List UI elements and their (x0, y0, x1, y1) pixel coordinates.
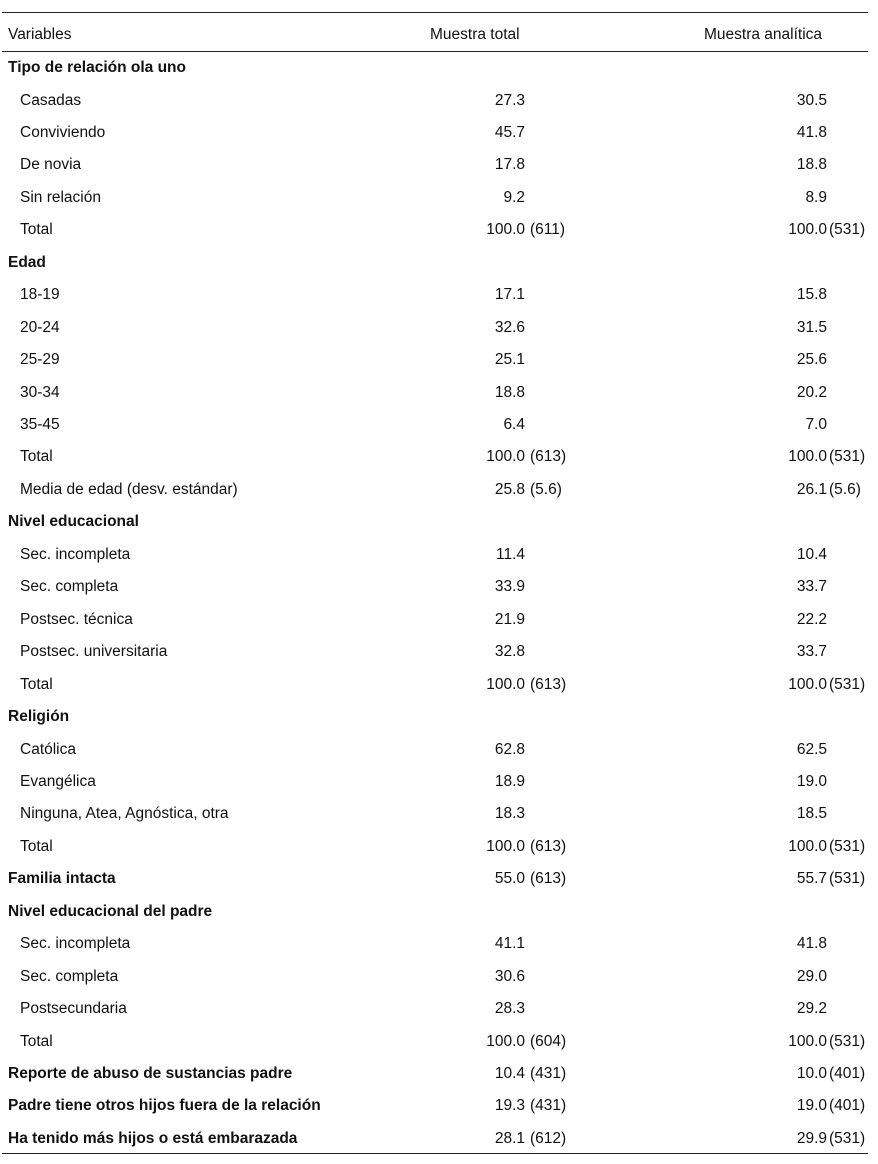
header-variables: Variables (8, 26, 72, 43)
row-label: Media de edad (desv. estándar) (20, 480, 238, 498)
row-label: De novia (20, 156, 82, 174)
row-label: 18-19 (20, 286, 60, 304)
muestra-total-value: 18.8 (494, 383, 525, 401)
muestra-total-value: 32.8 (494, 643, 525, 661)
muestra-total-value: 21.9 (494, 610, 525, 628)
muestra-total-value: 41.1 (494, 935, 525, 953)
table-row (0, 961, 878, 993)
muestra-total-n: (612) (530, 1129, 567, 1147)
section-row (0, 1090, 878, 1122)
row-label: Ha tenido más hijos o está embarazada (8, 1129, 298, 1147)
table-row (0, 928, 878, 960)
muestra-analitica-n: (531) (829, 1129, 866, 1147)
muestra-total-value: 100.0 (486, 448, 525, 466)
table-row (0, 734, 878, 766)
table-row (0, 636, 878, 668)
row-label: Sec. incompleta (20, 545, 131, 563)
row-label: Sec. completa (20, 967, 119, 985)
row-label: Religión (8, 708, 70, 725)
table-row (0, 441, 878, 473)
muestra-total-value: 11.4 (495, 545, 525, 563)
row-label: 30-34 (20, 383, 60, 401)
muestra-analitica-value: 18.8 (796, 156, 827, 174)
muestra-analitica-value: 19.0 (796, 772, 827, 790)
muestra-total-n: (431) (530, 1065, 567, 1082)
muestra-analitica-value: 8.9 (805, 188, 827, 206)
row-label: Total (20, 837, 53, 855)
muestra-analitica-n: (531) (829, 1032, 866, 1050)
muestra-total-value: 30.6 (494, 967, 525, 985)
muestra-analitica-n: (531) (829, 675, 866, 693)
table-row (0, 993, 878, 1025)
section-row (0, 896, 878, 928)
table-row (0, 798, 878, 830)
section-row (0, 1058, 878, 1090)
muestra-analitica-value: 10.0 (796, 1065, 827, 1082)
muestra-analitica-n: (5.6) (829, 480, 861, 498)
muestra-analitica-value: 100.0 (788, 1032, 827, 1050)
muestra-total-value: 45.7 (494, 123, 525, 141)
muestra-total-value: 27.3 (494, 91, 525, 109)
row-label: Nivel educacional (8, 513, 139, 531)
muestra-total-value: 18.3 (494, 805, 525, 823)
row-label: Edad (8, 253, 46, 271)
row-label: Conviviendo (20, 123, 106, 141)
muestra-total-value: 100.0 (486, 1032, 525, 1050)
muestra-total-n: (611) (530, 221, 566, 239)
muestra-analitica-value: 7.0 (805, 416, 827, 433)
muestra-analitica-value: 25.6 (796, 351, 827, 369)
muestra-total-value: 6.4 (503, 416, 525, 433)
muestra-total-value: 32.6 (494, 318, 525, 336)
muestra-total-value: 9.2 (503, 188, 525, 206)
row-label: Total (20, 221, 53, 239)
table-row (0, 85, 878, 117)
muestra-total-n: (613) (530, 870, 567, 888)
header-muestra-analitica: Muestra analítica (704, 26, 823, 43)
muestra-analitica-n: (531) (829, 448, 866, 466)
table-row (0, 149, 878, 181)
section-row (0, 52, 878, 84)
muestra-total-n: (613) (530, 837, 567, 855)
muestra-analitica-value: 100.0 (788, 448, 827, 466)
row-label: Sin relación (20, 188, 101, 206)
muestra-analitica-value: 41.8 (796, 123, 827, 141)
muestra-analitica-value: 31.5 (796, 318, 827, 336)
row-label: Reporte de abuso de sustancias padre (8, 1065, 293, 1082)
muestra-analitica-value: 22.2 (796, 610, 827, 628)
table-row (0, 571, 878, 603)
muestra-total-n: (613) (530, 448, 567, 466)
muestra-analitica-value: 26.1 (796, 480, 827, 498)
muestra-analitica-value: 19.0 (796, 1097, 827, 1115)
muestra-analitica-value: 100.0 (788, 675, 827, 693)
muestra-analitica-value: 15.8 (796, 286, 827, 304)
row-label: 20-24 (20, 318, 60, 336)
muestra-total-value: 18.9 (494, 772, 525, 790)
row-label: 25-29 (20, 351, 60, 369)
muestra-analitica-value: 20.2 (796, 383, 827, 401)
muestra-analitica-value: 18.5 (796, 805, 827, 823)
muestra-total-value: 100.0 (486, 221, 525, 239)
row-label: Tipo de relación ola uno (8, 59, 186, 76)
muestra-analitica-value: 29.2 (796, 1000, 827, 1018)
muestra-total-value: 25.8 (494, 480, 525, 498)
muestra-analitica-value: 29.0 (796, 967, 827, 985)
muestra-total-n: (5.6) (530, 480, 562, 498)
muestra-analitica-n: (401) (829, 1065, 866, 1082)
muestra-total-value: 17.1 (494, 286, 525, 304)
table-row (0, 279, 878, 311)
muestra-total-value: 19.3 (494, 1097, 525, 1115)
row-label: Ninguna, Atea, Agnóstica, otra (20, 805, 229, 823)
row-label: Postsec. universitaria (20, 643, 168, 661)
row-label: Sec. completa (20, 578, 119, 596)
row-label: Evangélica (20, 772, 96, 790)
section-row (0, 701, 878, 733)
table-row (0, 182, 878, 214)
row-label: Total (20, 675, 53, 693)
muestra-total-value: 17.8 (494, 156, 525, 174)
muestra-analitica-n: (531) (829, 837, 866, 855)
muestra-analitica-value: 33.7 (796, 643, 827, 661)
table-row (0, 312, 878, 344)
table-row (0, 377, 878, 409)
section-row (0, 506, 878, 538)
muestra-total-value: 25.1 (494, 351, 525, 369)
muestra-analitica-value: 100.0 (788, 837, 827, 855)
table-row (0, 409, 878, 441)
section-row (0, 863, 878, 895)
muestra-total-value: 62.8 (494, 740, 525, 758)
section-row (0, 1123, 878, 1155)
muestra-analitica-value: 10.4 (796, 545, 827, 563)
muestra-analitica-n: (531) (829, 870, 866, 888)
table-row (0, 214, 878, 246)
row-label: Total (20, 1032, 53, 1050)
muestra-analitica-value: 30.5 (796, 91, 827, 109)
row-label: Postsec. técnica (20, 610, 133, 628)
row-label: Sec. incompleta (20, 935, 131, 953)
muestra-total-value: 10.4 (494, 1065, 525, 1082)
muestra-total-n: (613) (530, 675, 567, 693)
muestra-total-value: 100.0 (486, 837, 525, 855)
table-row (0, 1026, 878, 1058)
bottom-rule (2, 1153, 868, 1154)
section-row (0, 247, 878, 279)
muestra-total-value: 100.0 (486, 675, 525, 693)
muestra-analitica-value: 33.7 (796, 578, 827, 596)
table-row (0, 831, 878, 863)
header-muestra-total: Muestra total (430, 26, 520, 43)
muestra-total-value: 55.0 (494, 870, 525, 888)
top-rule (2, 12, 868, 13)
row-label: Postsecundaria (20, 1000, 127, 1018)
row-label: Casadas (20, 91, 82, 109)
muestra-analitica-n: (401) (829, 1097, 866, 1115)
muestra-analitica-value: 62.5 (796, 740, 827, 758)
muestra-total-value: 28.1 (494, 1129, 525, 1147)
row-label: Padre tiene otros hijos fuera de la relación (8, 1097, 321, 1115)
muestra-analitica-n: (531) (829, 221, 866, 239)
table-row (0, 604, 878, 636)
table-row (0, 539, 878, 571)
muestra-total-value: 28.3 (494, 1000, 525, 1018)
muestra-total-n: (604) (530, 1032, 567, 1050)
table-row (0, 474, 878, 506)
muestra-analitica-value: 41.8 (796, 935, 827, 953)
row-label: Familia intacta (8, 870, 116, 888)
muestra-total-n: (431) (530, 1097, 567, 1115)
row-label: Católica (20, 740, 76, 758)
muestra-analitica-value: 100.0 (788, 221, 827, 239)
table-header (0, 19, 878, 51)
table-row (0, 669, 878, 701)
table-row (0, 766, 878, 798)
row-label: Total (20, 448, 53, 466)
table-row (0, 344, 878, 376)
muestra-analitica-value: 55.7 (796, 870, 827, 888)
muestra-analitica-value: 29.9 (796, 1129, 827, 1147)
muestra-total-value: 33.9 (494, 578, 525, 596)
table-row (0, 117, 878, 149)
row-label: Nivel educacional del padre (8, 902, 213, 920)
row-label: 35-45 (20, 416, 60, 433)
